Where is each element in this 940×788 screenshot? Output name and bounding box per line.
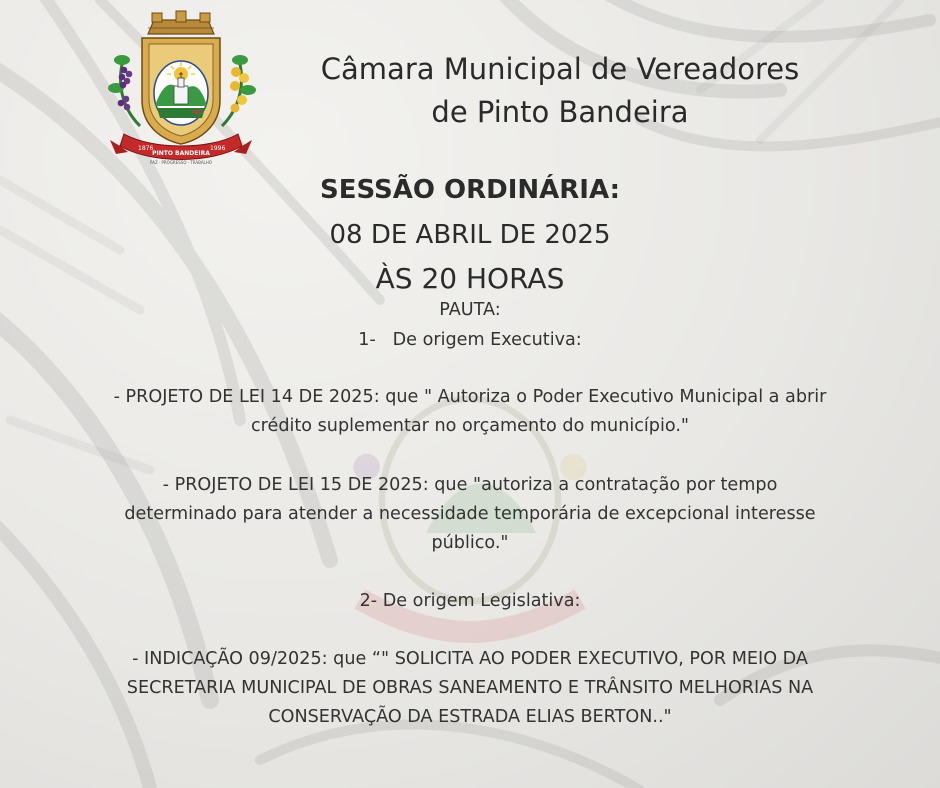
municipal-crest bbox=[102, 8, 260, 166]
crest-year-right: 1996 bbox=[210, 145, 226, 152]
agenda-item-2-line-1: - PROJETO DE LEI 15 DE 2025: que "autoriza a contratação por tempo bbox=[162, 475, 778, 495]
fruit-branch-icon bbox=[222, 55, 256, 126]
agenda-item-2-line-3: público." bbox=[431, 533, 509, 553]
page-title-line2: de Pinto Bandeira bbox=[431, 95, 689, 129]
agenda-label: PAUTA: bbox=[439, 300, 501, 320]
crest-name: PINTO BANDEIRA bbox=[152, 150, 210, 157]
agenda-item-1-line-2: crédito suplementar no orçamento do município." bbox=[250, 416, 690, 436]
page-title-line1: Câmara Municipal de Vereadores bbox=[320, 52, 800, 86]
agenda-item-3-line-1: - INDICAÇÃO 09/2025: que “" SOLICITA AO PODER EXECUTIVO, POR MEIO DA bbox=[132, 649, 808, 669]
session-heading: SESSÃO ORDINÁRIA: bbox=[319, 175, 620, 205]
crest-watermark bbox=[250, 335, 690, 665]
crest-year-left: 1876 bbox=[138, 145, 154, 152]
session-time: ÀS 20 HORAS bbox=[375, 262, 565, 295]
agenda-item-3-line-3: CONSERVAÇÃO DA ESTRADA ELIAS BERTON.." bbox=[268, 707, 672, 727]
agenda-section-executive: 1- De origem Executiva: bbox=[358, 330, 582, 350]
crown-icon bbox=[148, 11, 214, 34]
grape-branch-icon bbox=[108, 55, 140, 126]
agenda-item-2-line-2: determinado para atender a necessidade temporária de excepcional interesse bbox=[124, 504, 816, 524]
crest-motto: PAZ · PROGRESSO · TRABALHO bbox=[150, 160, 212, 165]
agenda-item-1-line-1: - PROJETO DE LEI 14 DE 2025: que " Autoriza o Poder Executivo Municipal a abrir bbox=[113, 387, 827, 407]
agenda-item-3-line-2: SECRETARIA MUNICIPAL DE OBRAS SANEAMENTO E TRÂNSITO MELHORIAS NA bbox=[126, 678, 814, 698]
agenda-section-legislative: 2- De origem Legislativa: bbox=[359, 591, 581, 611]
session-date: 08 DE ABRIL DE 2025 bbox=[329, 220, 611, 250]
